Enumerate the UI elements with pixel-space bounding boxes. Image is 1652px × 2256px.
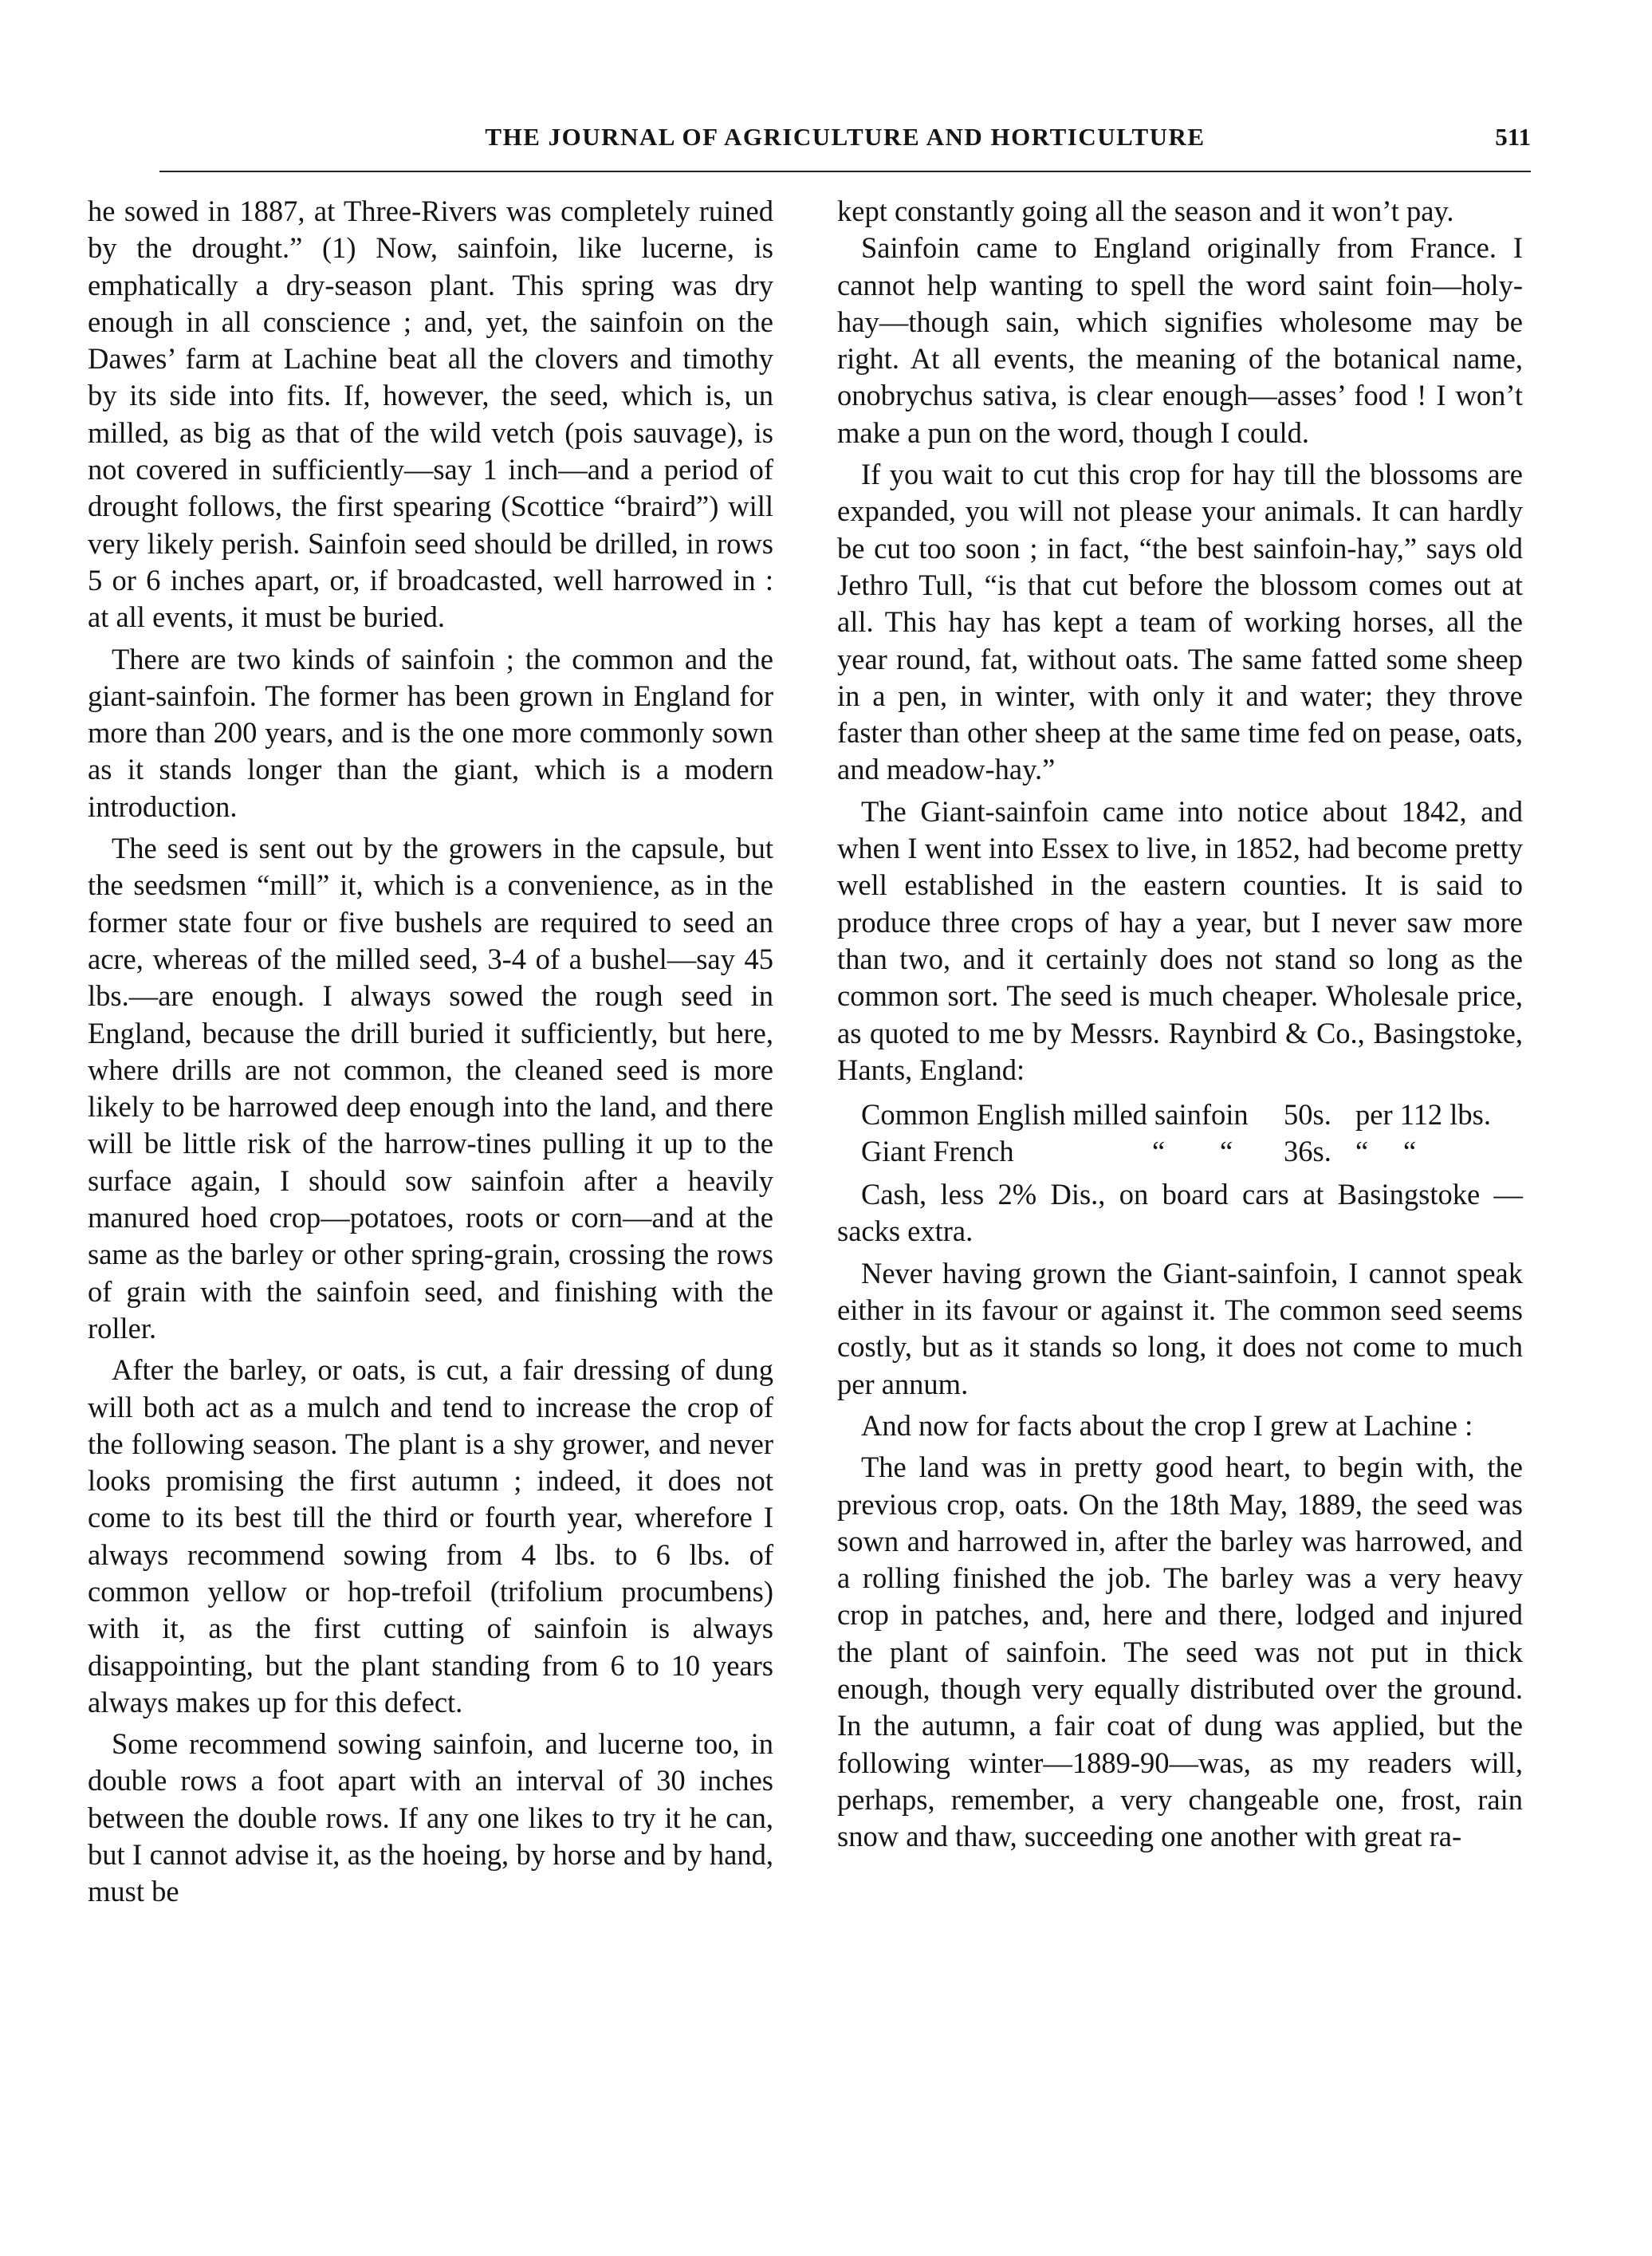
paragraph: The land was in pretty good heart, to begin with, the previous crop, oats. On the 18th May, 1889, the seed was sown and harrowed in, after the barley was harrowed, and a rolling finished the job. The barley was a very heavy crop in patches, and, here and there, lodged and injured the plant of sainfoin. The seed was not put in thick enough, though very equally distributed over the ground. In the autumn, a fair coat of dung was applied, but the following winter—1889-90—was, as my readers will, perhaps, remember, a very changeable one, frost, rain snow and thaw, succeeding one another with great ra- [837, 1451, 1523, 1853]
paragraph: kept constantly going all the season and it won’t pay. [837, 195, 1454, 227]
paragraph: And now for facts about the crop I grew at Lachine : [861, 1408, 1473, 1442]
paragraph: he sowed in 1887, at Three-Rivers was completely ruined by the drought.” (1) Now, sainfoin, like lucerne, is emphatically a dry-season plant. This spring was dry enough in all conscience ; and, yet, the sainfoin on the Dawes’ farm at Lachine beat all the clovers and timothy by its side into fits. If, however, the seed, which is, un milled, as big as that of the wild vetch (pois sauvage), is not covered in sufficiently—say 1 inch—and a period of drought follows, the first spearing (Scottice “braird”) will very likely perish. Sainfoin seed should be drilled, in rows 5 or 6 inches apart, or, if broadcasted, well harrowed in : at all events, it must be buried. [88, 195, 773, 634]
paragraph: Never having grown the Giant-sainfoin, I cannot speak either in its favour or against it. The common seed seems costly, but as it stands so long, it does not come to much per annum. [837, 1256, 1523, 1400]
price-row [837, 1133, 1523, 1170]
left-column [88, 193, 773, 1911]
price-value: 36s. [1284, 1135, 1331, 1168]
paragraph: There are two kinds of sainfoin ; the common and the giant-sainfoin. The former has been grown in England for more than 200 years, and is the one more commonly sown as it stands longer than the giant, which is a modern introduction. [88, 642, 773, 823]
ditto-mark: “ [1403, 1135, 1417, 1168]
ditto-mark: “ [1355, 1135, 1369, 1168]
page-number: 511 [1495, 123, 1531, 151]
price-list [837, 1097, 1523, 1170]
price-terms: Cash, less 2% Dis., on board cars at Basingstoke —sacks extra. [837, 1178, 1523, 1248]
paragraph: Some recommend sowing sainfoin, and lucerne too, in double rows a foot apart with an interval of 30 inches between the double rows. If any one likes to try it he can, but I cannot advise it, as the hoeing, by horse and by hand, must be [88, 1727, 773, 1908]
paragraph: The seed is sent out by the growers in the capsule, but the seedsmen “mill” it, which is a convenience, as in the former state four or five bushels are required to seed an acre, whereas of the milled seed, 3-4 of a bushel—say 45 lbs.—are enough. I always sowed the rough seed in England, because the drill buried it sufficiently, but here, where drills are not common, the cleaned seed is more likely to be harrowed deep enough into the land, and there will be little risk of the harrow-tines pulling it up to the surface again, I should sow sainfoin after a heavily manured hoed crop—potatoes, roots or corn—and at the same as the barley or other spring-grain, crossing the rows of grain with the sainfoin seed, and finishing with the roller. [88, 832, 773, 1345]
paragraph: After the barley, or oats, is cut, a fair dressing of dung will both act as a mulch and tend to increase the crop of the following season. The plant is a shy grower, and never looks promising the first autumn ; indeed, it does not come to its best till the third or fourth year, wherefore I always recommend sowing from 4 lbs. to 6 lbs. of common yellow or hop-trefoil (trifolium procumbens) with it, as the first cutting of sainfoin is always disappointing, but the plant standing from 6 to 10 years always makes up for this defect. [88, 1353, 773, 1719]
price-label: Common English milled sainfoin [861, 1098, 1249, 1132]
price-value: 50s. [1284, 1098, 1331, 1132]
running-title: THE JOURNAL OF AGRICULTURE AND HORTICULTURE [485, 123, 1206, 151]
price-label: Giant French [861, 1135, 1014, 1168]
price-unit: per 112 lbs. [1355, 1098, 1491, 1132]
ditto-mark: “ [1152, 1135, 1166, 1168]
paragraph: The Giant-sainfoin came into notice about 1842, and when I went into Essex to live, in 1852, had become pretty well established in the eastern counties. It is said to produce three crops of hay a year, but I never saw more than two, and it certainly does not stand so long as the common sort. The seed is much cheaper. Wholesale price, as quoted to me by Messrs. Raynbird & Co., Basingstoke, Hants, England: [837, 794, 1523, 1086]
page-header [159, 118, 1531, 166]
paragraph: If you wait to cut this crop for hay till the blossoms are expanded, you will not please your animals. It can hardly be cut too soon ; in fact, “the best sainfoin-hay,” says old Jethro Tull, “is that cut before the blossom comes out at all. This hay has kept a team of working horses, all the year round, fat, without oats. The same fatted some sheep in a pen, in winter, with only it and water; they throve faster than other sheep at the same time fed on pease, oats, and meadow-hay.” [837, 458, 1523, 786]
header-rule [159, 171, 1531, 172]
right-column [837, 193, 1523, 1855]
price-row [837, 1097, 1523, 1133]
ditto-mark: “ [1220, 1135, 1233, 1168]
paragraph: Sainfoin came to England originally from France. I cannot help wanting to spell the word saint foin—holy-hay—though sain, which signifies wholesome may be right. At all events, the meaning of the botanical name, onobrychus sativa, is clear enough—asses’ food ! I won’t make a pun on the word, though I could. [837, 231, 1523, 449]
